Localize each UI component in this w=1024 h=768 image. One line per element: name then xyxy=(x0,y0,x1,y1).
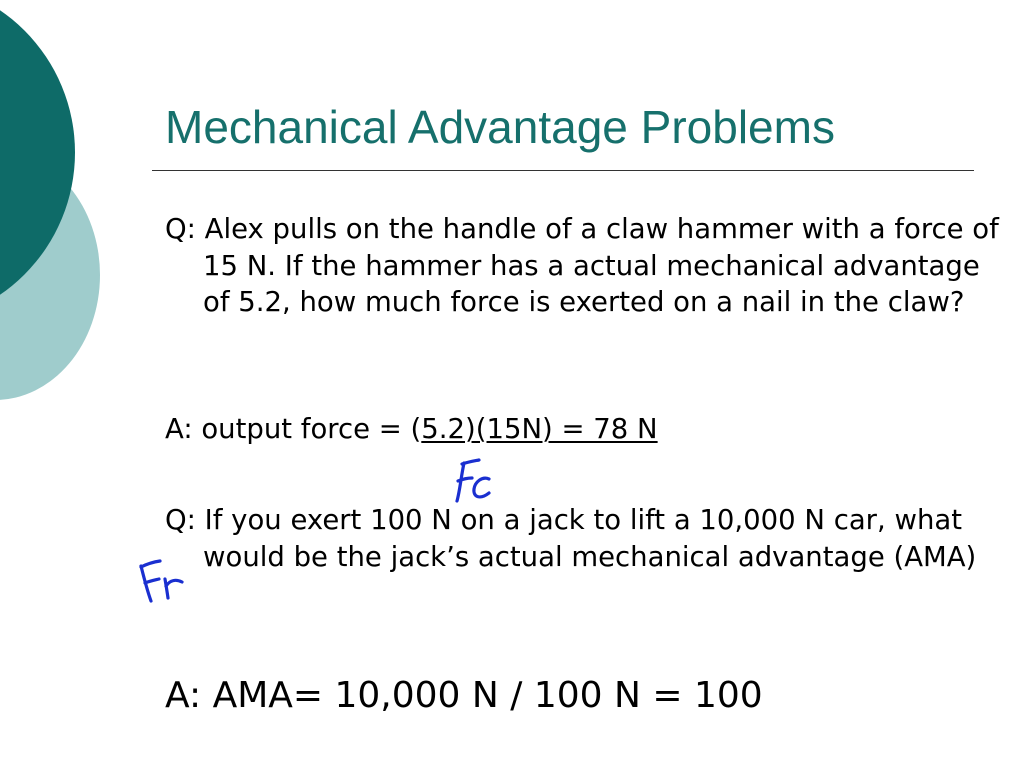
answer-1-calculation: 5.2)(15N) = 78 N xyxy=(421,413,658,445)
answer-2: A: AMA= 10,000 N / 100 N = 100 xyxy=(165,675,763,716)
handwritten-fr-annotation xyxy=(141,561,182,601)
answer-1-prefix: A: output force = ( xyxy=(165,413,422,445)
handwritten-fc-annotation xyxy=(457,460,489,501)
question-1: Q: Alex pulls on the handle of a claw hammer with a force of 15 N. If the hammer has a actual mechanical advantage of 5.2, how much force is exerted on a nail in the claw? xyxy=(165,213,999,318)
slide-title: Mechanical Advantage Problems xyxy=(165,101,835,153)
question-2: Q: If you exert 100 N on a jack to lift a 10,000 N car, what would be the jack’s actual mechanical advantage (AMA) xyxy=(165,504,977,573)
